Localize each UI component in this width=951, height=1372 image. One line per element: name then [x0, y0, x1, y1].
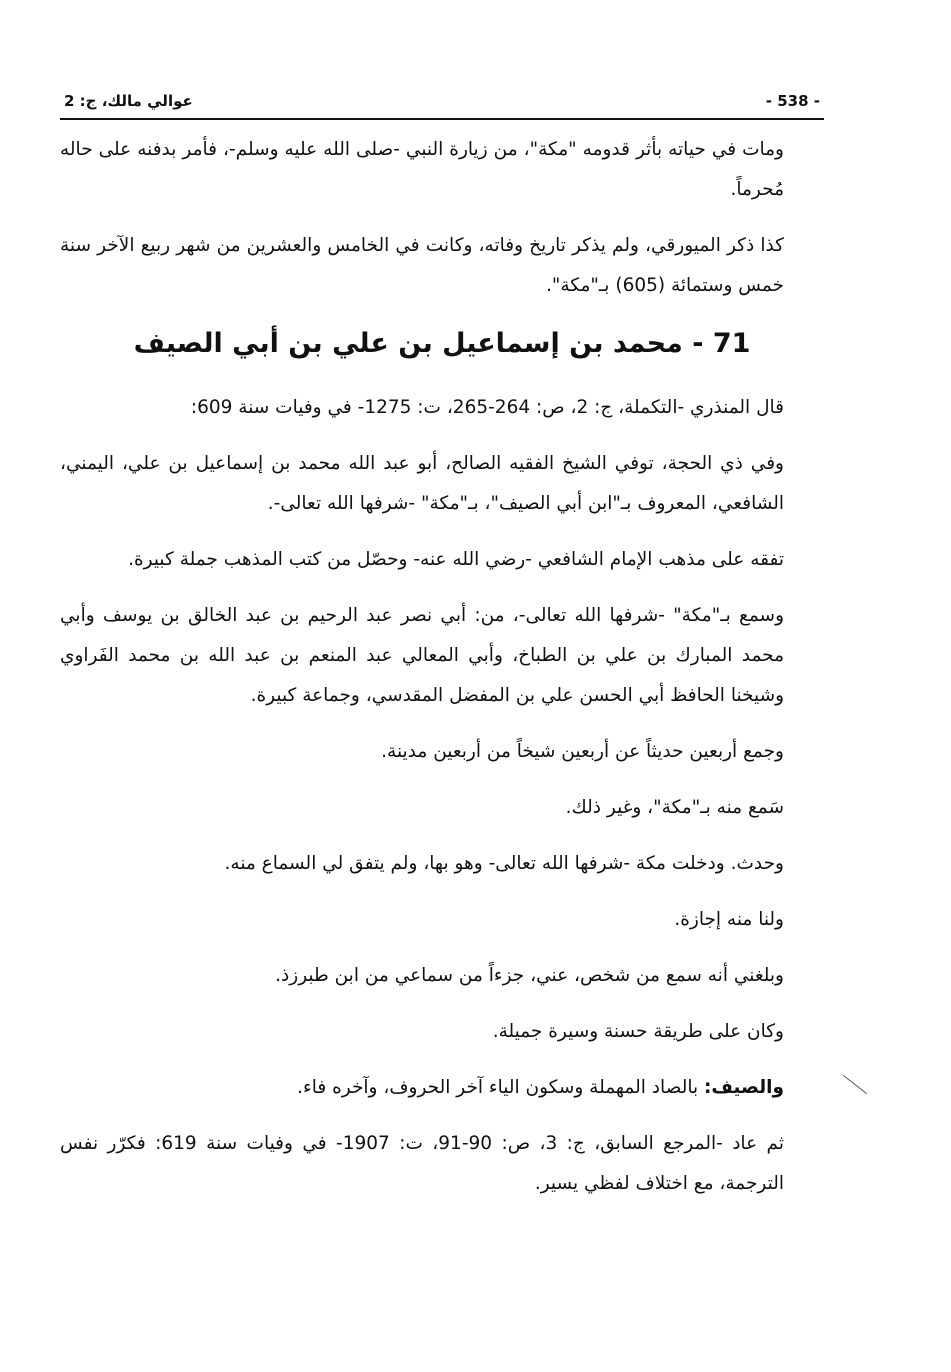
paragraph-11: وبلغني أنه سمع من شخص، عني، جزءاً من سماعي من ابن طبرزذ. — [275, 965, 784, 986]
running-title: عوالي مالك، ج: 2 — [64, 92, 193, 110]
paragraph-8: سَمع منه بـ"مكة"، وغير ذلك. — [565, 797, 784, 818]
paragraph-5: تفقه على مذهب الإمام الشافعي -رضي الله عنه- وحصّل من كتب المذهب جملة كبيرة. — [128, 549, 784, 570]
page-number: - 538 - — [765, 92, 820, 110]
paragraph-3: قال المنذري -التكملة، ج: 2، ص: 264-265، ت: 1275- في وفيات سنة 609: — [190, 397, 784, 418]
defined-term: والصيف: — [704, 1077, 784, 1098]
page-body — [60, 130, 824, 1220]
paragraph-12: وكان على طريقة حسنة وسيرة جميلة. — [492, 1021, 784, 1042]
paragraph-13 — [60, 1068, 824, 1108]
section-heading: 71 - محمد بن إسماعيل بن علي بن أبي الصيف — [133, 328, 751, 359]
paragraph-10: ولنا منه إجازة. — [674, 909, 784, 930]
definition-text: بالصاد المهملة وسكون الياء آخر الحروف، وآخره فاء. — [297, 1077, 704, 1098]
margin-mark — [843, 1075, 867, 1094]
paragraph-1: ومات في حياته بأثر قدومه "مكة"، من زيارة النبي -صلى الله عليه وسلم-، فأمر بدفنه على حاله مُحرماً. — [60, 139, 784, 200]
paragraph-2: كذا ذكر الميورقي، ولم يذكر تاريخ وفاته، وكانت في الخامس والعشرين من شهر ربيع الآخر سنة خمس وستمائة (605) بـ"مكة". — [60, 235, 784, 296]
paragraph-7: وجمع أربعين حديثاً عن أربعين شيخاً من أربعين مدينة. — [381, 741, 784, 762]
paragraph-14: ثم عاد -المرجع السابق، ج: 3، ص: 90-91، ت: 1907- في وفيات سنة 619: فكرّر نفس الترجمة، مع اختلاف لفظي يسير. — [60, 1133, 784, 1194]
paragraph-4: وفي ذي الحجة، توفي الشيخ الفقيه الصالح، أبو عبد الله محمد بن إسماعيل بن علي، اليمني، الشافعي، المعروف بـ"ابن أبي الصيف"، بـ"مكة" -شرفها الله تعالى-. — [60, 453, 784, 514]
paragraph-9: وحدث. ودخلت مكة -شرفها الله تعالى- وهو بها، ولم يتفق لي السماع منه. — [224, 853, 784, 874]
page-header — [60, 88, 824, 120]
paragraph-6: وسمع بـ"مكة" -شرفها الله تعالى-، من: أبي نصر عبد الرحيم بن عبد الخالق بن يوسف وأبي محمد المبارك بن علي بن الطباخ، وأبي المعالي عبد المنعم بن عبد الله بن محمد الفَراوي وشيخنا الحافظ أبي الحسن علي بن المفضل المقدسي، وجماعة كبيرة. — [60, 605, 784, 706]
